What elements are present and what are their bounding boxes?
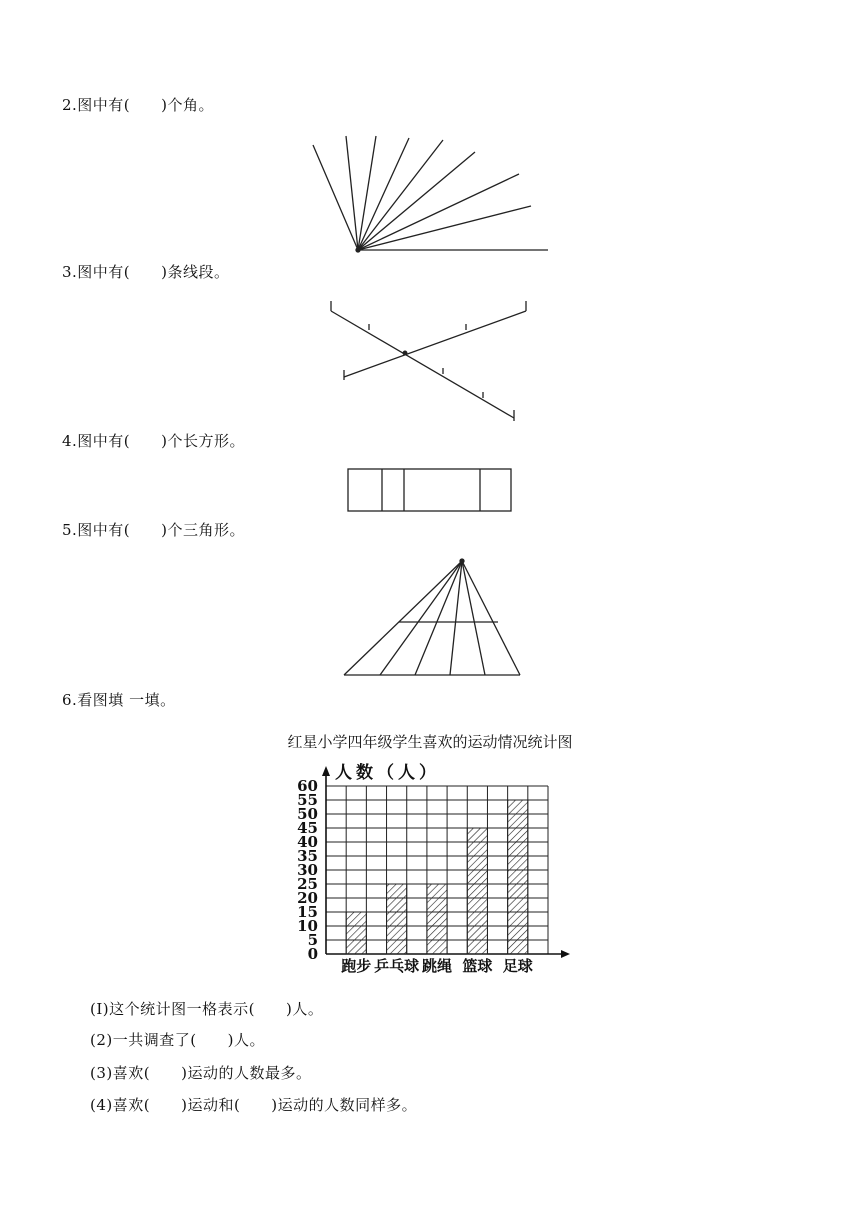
chart-y-axis-label: 人数（人） — [335, 763, 440, 783]
y-tick-label: 50 — [297, 805, 318, 823]
y-tick-label: 45 — [297, 819, 318, 837]
x-category-label: 篮球 — [462, 957, 493, 975]
x-axis-arrow — [561, 950, 570, 958]
subquestion-3: (3)喜欢( )运动的人数最多。 — [90, 1064, 312, 1082]
y-tick-label: 35 — [297, 847, 318, 865]
y-tick-label: 0 — [307, 945, 318, 963]
bar-3 — [427, 884, 447, 954]
x-category-label: 乒乓球 — [374, 957, 420, 975]
y-tick-label: 60 — [297, 777, 318, 795]
y-axis-arrow — [322, 766, 330, 776]
x-category-label: 跑步 — [341, 957, 372, 975]
question-4: 4.图中有( )个长方形。 — [62, 432, 246, 450]
x-category-label: 足球 — [502, 957, 533, 975]
y-tick-label: 40 — [297, 833, 318, 851]
angle-rays-figure — [313, 136, 548, 252]
question-6: 6.看图填 一填。 — [62, 691, 176, 709]
line-segments-figure — [331, 301, 526, 421]
y-tick-label: 55 — [297, 791, 318, 809]
bar-5 — [508, 800, 528, 954]
y-tick-label: 5 — [307, 931, 318, 949]
sports-bar-chart — [297, 766, 570, 975]
question-2: 2.图中有( )个角。 — [62, 96, 215, 114]
bar-2 — [387, 884, 407, 954]
y-tick-label: 25 — [297, 875, 318, 893]
question-5: 5.图中有( )个三角形。 — [62, 521, 246, 539]
chart-title: 红星小学四年级学生喜欢的运动情况统计图 — [287, 733, 573, 751]
y-tick-label: 20 — [297, 889, 318, 907]
bar-1 — [346, 912, 366, 954]
subquestion-1: (Ⅰ)这个统计图一格表示( )人。 — [90, 1000, 324, 1018]
y-tick-label: 10 — [297, 917, 318, 935]
subquestion-2: (2)一共调查了( )人。 — [90, 1031, 265, 1049]
triangles-figure — [344, 559, 520, 675]
bar-4 — [467, 828, 487, 954]
x-category-label: 跳绳 — [421, 957, 453, 975]
question-3: 3.图中有( )条线段。 — [62, 263, 230, 281]
subquestion-4: (4)喜欢( )运动和( )运动的人数同样多。 — [90, 1096, 418, 1114]
rectangles-figure — [348, 469, 511, 511]
y-tick-label: 30 — [297, 861, 318, 879]
y-tick-label: 15 — [297, 903, 318, 921]
